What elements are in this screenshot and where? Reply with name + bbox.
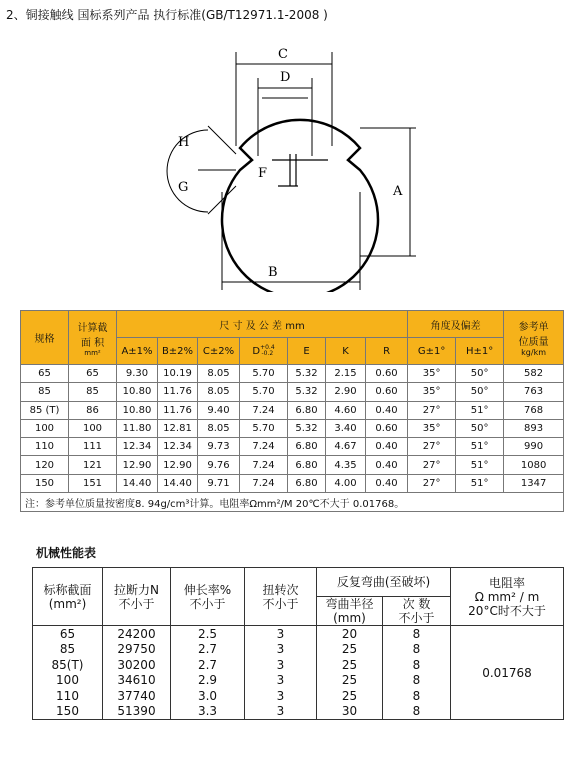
table-cell: 6.80: [288, 456, 326, 474]
table-cell: 85: [69, 383, 117, 401]
table-cell: 0.40: [366, 456, 408, 474]
table-cell: 110: [21, 438, 69, 456]
table-cell: 0.60: [366, 383, 408, 401]
table-cell: 7.24: [240, 438, 288, 456]
table-cell: 7.24: [240, 456, 288, 474]
table-cell: 14.40: [158, 474, 198, 492]
table-cell: 86: [69, 401, 117, 419]
table-cell: 65: [69, 365, 117, 383]
table-cell: 100: [33, 673, 103, 689]
mechanical-properties-table: [32, 567, 564, 720]
table-cell: 3: [245, 704, 317, 720]
table-row: [21, 365, 564, 383]
table-cell: 0.40: [366, 401, 408, 419]
table-row: [33, 626, 564, 642]
table-cell: 12.34: [117, 438, 158, 456]
table-cell: 3.0: [171, 688, 245, 704]
table-cell: 11.80: [117, 419, 158, 437]
table-cell: 5.32: [288, 419, 326, 437]
table-cell: 34610: [103, 673, 171, 689]
table-row: [21, 438, 564, 456]
table-cell: 27°: [408, 474, 456, 492]
table-cell: 8: [383, 642, 451, 658]
table-cell: 9.71: [198, 474, 240, 492]
table-cell: 111: [69, 438, 117, 456]
table-cell: 5.70: [240, 365, 288, 383]
col-k: K: [326, 338, 366, 365]
table-cell: 8.05: [198, 419, 240, 437]
table-cell: 9.30: [117, 365, 158, 383]
table-cell: 35°: [408, 365, 456, 383]
label-c: C: [278, 47, 288, 62]
table-cell: 3: [245, 657, 317, 673]
table-cell: 51°: [456, 456, 504, 474]
table-cell: 893: [504, 419, 564, 437]
table-cell: 2.7: [171, 642, 245, 658]
table-cell: 20: [317, 626, 383, 642]
table-cell: 8.05: [198, 365, 240, 383]
table-cell: 100: [21, 419, 69, 437]
col-angle: 角度及偏差: [408, 311, 504, 338]
mech-col-tensile: 拉断力N 不小于: [103, 568, 171, 626]
table-cell: 0.60: [366, 419, 408, 437]
table-cell: 3.40: [326, 419, 366, 437]
table-cell: 25: [317, 673, 383, 689]
table-cell: 7.24: [240, 401, 288, 419]
table-cell: 1347: [504, 474, 564, 492]
table-cell: 51390: [103, 704, 171, 720]
table-cell: 7.24: [240, 474, 288, 492]
mech-col-elong: 伸长率% 不小于: [171, 568, 245, 626]
mech-table-title: 机械性能表: [36, 546, 97, 560]
label-g: G: [178, 180, 189, 195]
table-cell: 14.40: [117, 474, 158, 492]
table-cell: 25: [317, 642, 383, 658]
table-cell: 35°: [408, 419, 456, 437]
table-cell: 5.70: [240, 383, 288, 401]
table-cell: 6.80: [288, 401, 326, 419]
table-cell: 10.80: [117, 383, 158, 401]
table-cell: 582: [504, 365, 564, 383]
mech-col-twist: 扭转次 不小于: [245, 568, 317, 626]
table-cell: 0.40: [366, 438, 408, 456]
table-cell: 3: [245, 673, 317, 689]
mech-col-bend: 反复弯曲(至破坏): [317, 568, 451, 597]
mech-col-resist: 电阻率 Ω mm² / m 20°C时不大于: [451, 568, 564, 626]
table-cell: 0.60: [366, 365, 408, 383]
table-row: [21, 401, 564, 419]
table-note: 注：参考单位质量按密度8. 94g/cm³计算。电阻率Ωmm²/M 20℃不大于 0.01768。: [21, 493, 564, 512]
table-cell: 35°: [408, 383, 456, 401]
table-cell: 85 (T): [21, 401, 69, 419]
col-e: E: [288, 338, 326, 365]
table-cell: 5.32: [288, 365, 326, 383]
table-row: [21, 474, 564, 492]
col-ref-mass: 参考单 位质量 kg/km: [504, 311, 564, 365]
mech-col-count: 次 数 不小于: [383, 597, 451, 626]
table-cell: 50°: [456, 419, 504, 437]
table-cell: 8: [383, 657, 451, 673]
contact-wire-profile: [222, 120, 378, 292]
table-cell: 12.90: [117, 456, 158, 474]
table-cell: 27°: [408, 401, 456, 419]
table-cell: 2.7: [171, 657, 245, 673]
table-cell: 5.32: [288, 383, 326, 401]
table-cell: 2.5: [171, 626, 245, 642]
table-cell: 12.34: [158, 438, 198, 456]
table-cell: 768: [504, 401, 564, 419]
table-cell: 27°: [408, 438, 456, 456]
col-d: D+0.4 -0.2: [240, 338, 288, 365]
table-cell: 3: [245, 688, 317, 704]
table-cell: 8: [383, 673, 451, 689]
table-cell: 11.76: [158, 383, 198, 401]
table-cell: 150: [21, 474, 69, 492]
cross-section-diagram: [150, 36, 440, 292]
col-area: 计算截 面 积 mm²: [69, 311, 117, 365]
table-cell: 0.40: [366, 474, 408, 492]
label-d: D: [280, 70, 291, 85]
col-c: C±2%: [198, 338, 240, 365]
table-cell: 27°: [408, 456, 456, 474]
table-cell: 10.19: [158, 365, 198, 383]
table-cell: 4.00: [326, 474, 366, 492]
table-cell: 9.73: [198, 438, 240, 456]
table-cell: 110: [33, 688, 103, 704]
label-a: A: [393, 184, 403, 199]
table-cell: 12.90: [158, 456, 198, 474]
table-cell: 50°: [456, 365, 504, 383]
table-cell: 85: [33, 642, 103, 658]
table-cell: 10.80: [117, 401, 158, 419]
col-spec: 规格: [21, 311, 69, 365]
table-cell: 2.90: [326, 383, 366, 401]
dimension-table: [20, 310, 564, 512]
table-cell: 30: [317, 704, 383, 720]
table-cell: 2.9: [171, 673, 245, 689]
table-cell: 8.05: [198, 383, 240, 401]
table-cell: 5.70: [240, 419, 288, 437]
table-cell: 29750: [103, 642, 171, 658]
col-h: H±1°: [456, 338, 504, 365]
col-a: A±1%: [117, 338, 158, 365]
table-cell: 24200: [103, 626, 171, 642]
table-cell: 3: [245, 642, 317, 658]
col-r: R: [366, 338, 408, 365]
table-cell: 1080: [504, 456, 564, 474]
table-cell: 8: [383, 704, 451, 720]
table-cell: 120: [21, 456, 69, 474]
table-cell: 2.15: [326, 365, 366, 383]
table-row: [21, 456, 564, 474]
table-cell: 51°: [456, 438, 504, 456]
table-cell: 65: [21, 365, 69, 383]
table-cell: 8: [383, 626, 451, 642]
table-cell: 85: [21, 383, 69, 401]
col-g: G±1°: [408, 338, 456, 365]
table-cell: 990: [504, 438, 564, 456]
resistivity-value: 0.01768: [451, 626, 564, 720]
table-cell: 100: [69, 419, 117, 437]
table-cell: 6.80: [288, 438, 326, 456]
table-cell: 3.3: [171, 704, 245, 720]
table-cell: 37740: [103, 688, 171, 704]
table-cell: 12.81: [158, 419, 198, 437]
table-cell: 85(T): [33, 657, 103, 673]
table-cell: 51°: [456, 474, 504, 492]
table-cell: 150: [33, 704, 103, 720]
table-cell: 4.35: [326, 456, 366, 474]
col-dims: 尺 寸 及 公 差 mm: [117, 311, 408, 338]
table-cell: 4.67: [326, 438, 366, 456]
table-cell: 4.60: [326, 401, 366, 419]
table-cell: 51°: [456, 401, 504, 419]
table-cell: 25: [317, 657, 383, 673]
col-b: B±2%: [158, 338, 198, 365]
table-cell: 9.40: [198, 401, 240, 419]
table-cell: 9.76: [198, 456, 240, 474]
table-cell: 30200: [103, 657, 171, 673]
table-cell: 763: [504, 383, 564, 401]
table-cell: 8: [383, 688, 451, 704]
table-row: [21, 383, 564, 401]
table-cell: 25: [317, 688, 383, 704]
table-cell: 11.76: [158, 401, 198, 419]
table-cell: 151: [69, 474, 117, 492]
page-title: 2、铜接触线 国标系列产品 执行标准(GB/T12971.1-2008 ): [6, 8, 328, 22]
table-cell: 65: [33, 626, 103, 642]
table-row: [21, 419, 564, 437]
label-b: B: [268, 265, 278, 280]
mech-col-spec: 标称截面 (mm²): [33, 568, 103, 626]
mech-col-radius: 弯曲半径 (mm): [317, 597, 383, 626]
label-f: F: [258, 166, 268, 181]
table-cell: 3: [245, 626, 317, 642]
label-h: H: [178, 135, 190, 150]
table-cell: 6.80: [288, 474, 326, 492]
table-cell: 121: [69, 456, 117, 474]
table-cell: 50°: [456, 383, 504, 401]
